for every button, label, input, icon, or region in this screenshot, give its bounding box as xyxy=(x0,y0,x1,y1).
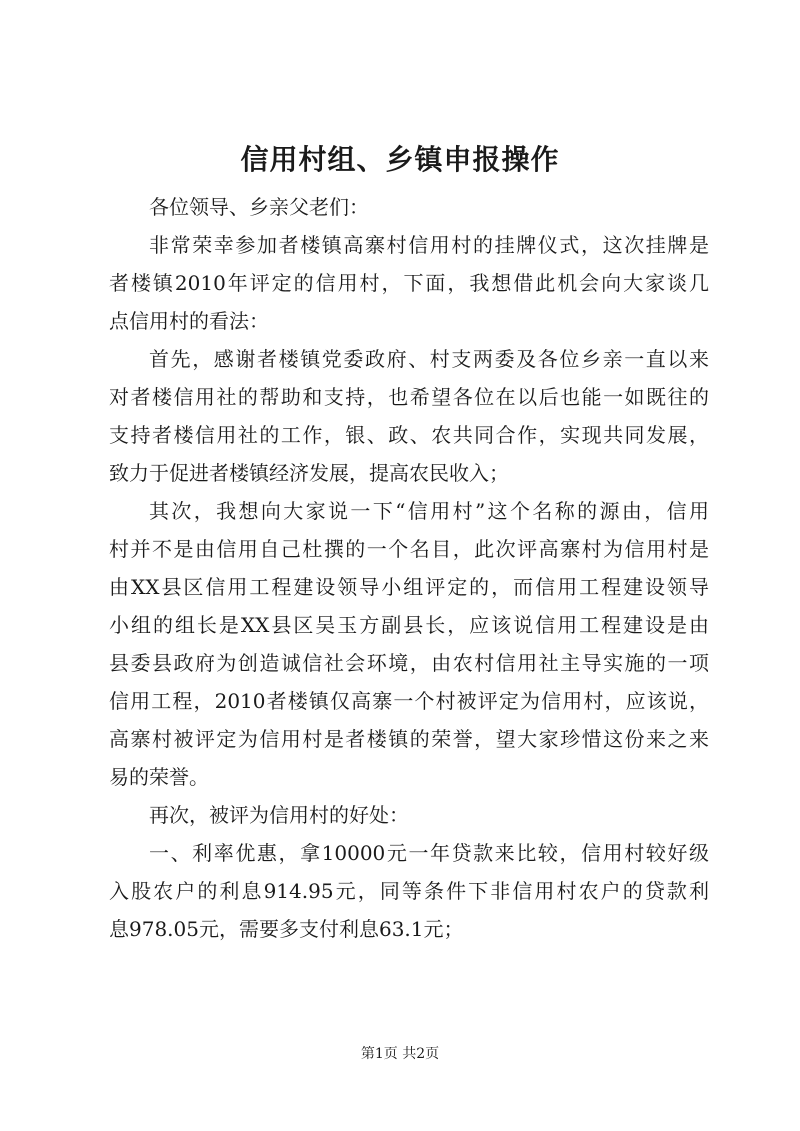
paragraph-line: 对者楼信用社的帮助和支持，也希望各位在以后也能一如既往的 xyxy=(109,385,709,409)
paragraph-line: 各位领导、乡亲父老们： xyxy=(149,195,369,219)
document-title: 信用村组、乡镇申报操作 xyxy=(240,143,560,176)
paragraph-line: 首先，感谢者楼镇党委政府、村支两委及各位乡亲一直以来 xyxy=(149,347,709,371)
page-footer: 第1页 共2页 xyxy=(360,1046,440,1062)
paragraph-line: 信用工程，2010者楼镇仅高寨一个村被评定为信用村，应该说， xyxy=(109,689,709,713)
paragraph-line: 小组的组长是XX县区吴玉方副县长，应该说信用工程建设是由 xyxy=(109,613,709,637)
paragraph-line: 点信用村的看法： xyxy=(109,309,269,333)
document-body xyxy=(109,188,709,948)
paragraph-line: 县委县政府为创造诚信社会环境，由农村信用社主导实施的一项 xyxy=(109,651,709,675)
paragraph-line: 入股农户的利息914.95元，同等条件下非信用村农户的贷款利 xyxy=(109,879,709,903)
paragraph-line: 再次，被评为信用村的好处： xyxy=(149,803,409,827)
paragraph-line: 非常荣幸参加者楼镇高寨村信用村的挂牌仪式，这次挂牌是 xyxy=(149,233,709,257)
paragraph-line: 一、利率优惠，拿10000元一年贷款来比较，信用村较好级 xyxy=(149,841,709,865)
paragraph-line: 易的荣誉。 xyxy=(109,765,209,789)
paragraph-line: 村并不是由信用自己杜撰的一个名目，此次评高寨村为信用村是 xyxy=(109,537,709,561)
paragraph-line: 息978.05元，需要多支付利息63.1元； xyxy=(109,917,464,941)
paragraph-line: 致力于促进者楼镇经济发展，提高农民收入； xyxy=(109,461,509,485)
paragraph-line: 支持者楼信用社的工作，银、政、农共同合作，实现共同发展， xyxy=(109,423,709,447)
paragraph-line: 由XX县区信用工程建设领导小组评定的，而信用工程建设领导 xyxy=(109,575,709,599)
paragraph-line: 其次，我想向大家说一下“信用村”这个名称的源由，信用 xyxy=(149,499,709,523)
paragraph-line: 高寨村被评定为信用村是者楼镇的荣誉，望大家珍惜这份来之来 xyxy=(109,727,709,751)
paragraph-line: 者楼镇2010年评定的信用村，下面，我想借此机会向大家谈几 xyxy=(109,271,709,295)
